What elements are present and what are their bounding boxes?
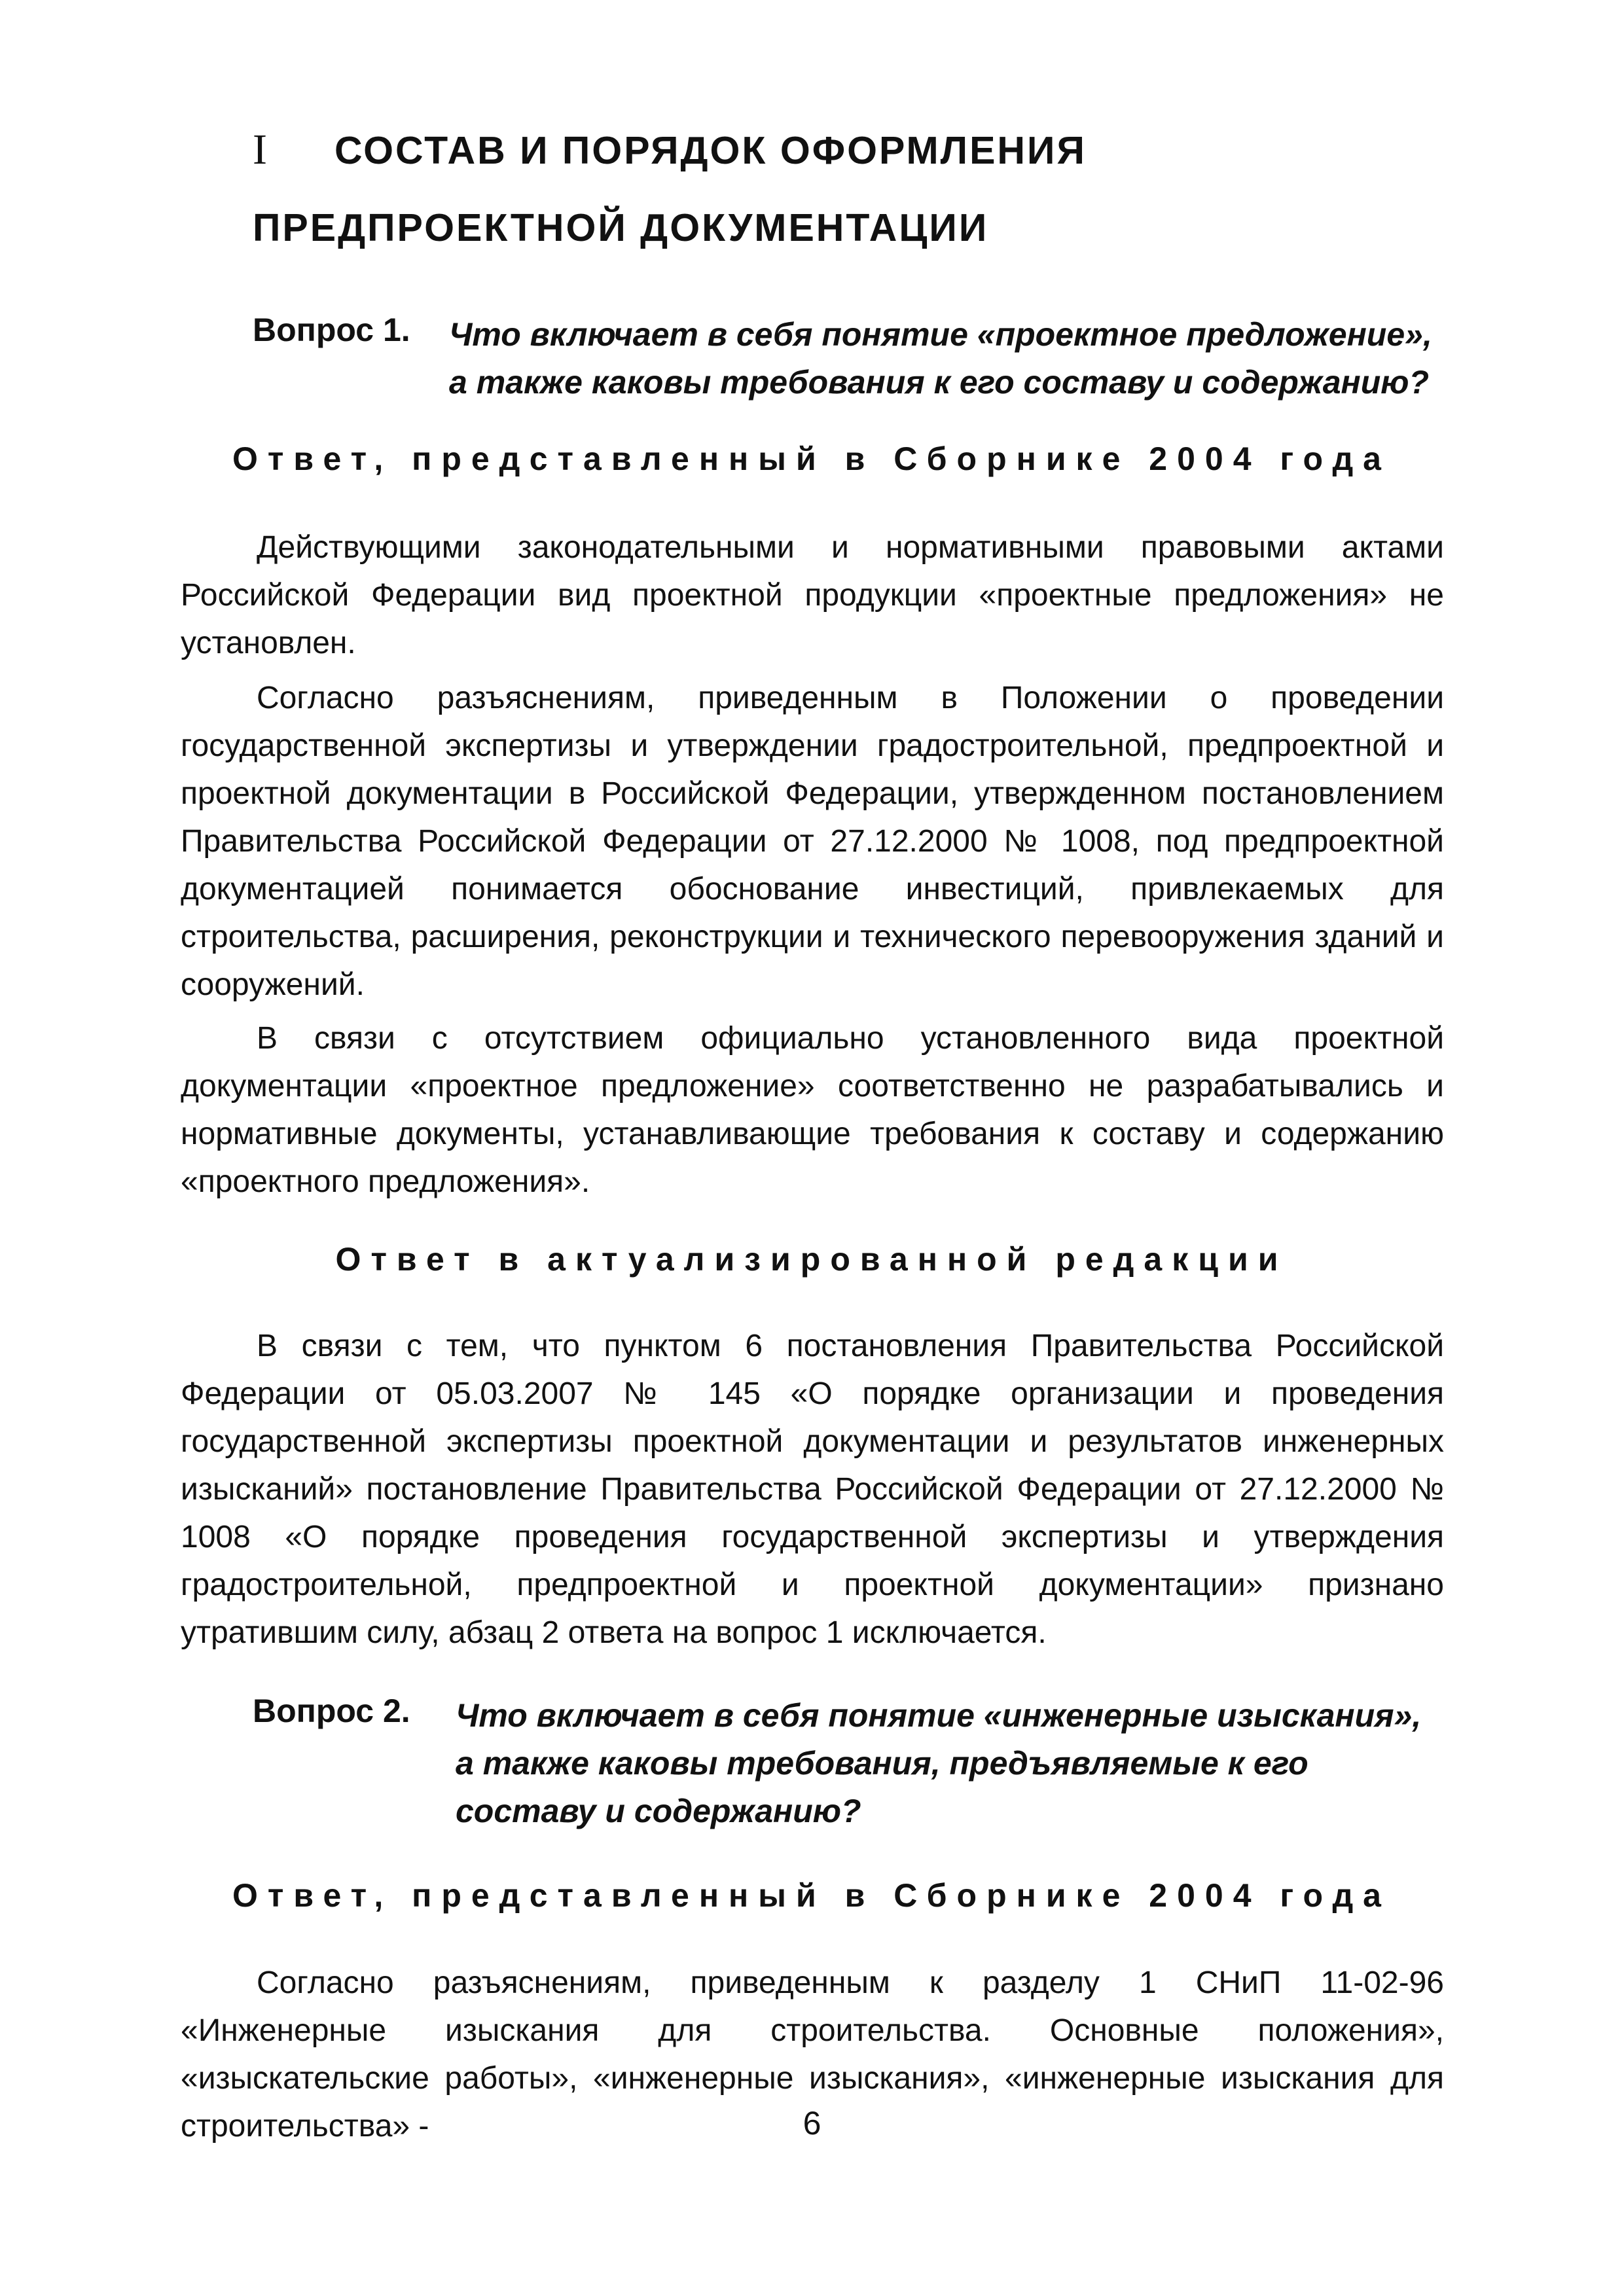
question-2-label: Вопрос 2.	[253, 1693, 410, 1729]
chapter-title: СОСТАВ И ПОРЯДОК ОФОРМЛЕНИЯ ПРЕДПРОЕКТНОЙ ДОКУМЕНТАЦИИ	[253, 129, 1087, 249]
answer-1-2004-heading: Ответ, представленный в Сборнике 2004 года	[232, 440, 1391, 477]
answer-1-updated-heading: Ответ в актуализированной редакции	[335, 1241, 1288, 1278]
chapter-number: I	[253, 126, 269, 173]
chapter-heading	[253, 111, 1444, 266]
question-1-label: Вопрос 1.	[253, 312, 410, 348]
answer-1-updated-paragraph-1: В связи с тем, что пунктом 6 постановления Правительства Российской Федерации от 05.03.2007 № 145 «О порядке организации и проведения государственной экспертизы проектной документации и результатов инженерных изысканий» постановление Правительства Российской Федерации от 27.12.2000 № 1008 «О порядке проведения государственной экспертизы и утверждения градостроительной, предпроектной и проектной документации» признано утратившим силу, абзац 2 ответа на вопрос 1 исключается.	[181, 1329, 1444, 1650]
answer-1-2004-paragraph-3: В связи с отсутствием официально установленного вида проектной документации «проектное предложение» соответственно не разрабатывались и нормативные документы, устанавливающие требования к составу и содержанию «проектного предложения».	[181, 1021, 1444, 1199]
page-number: 6	[803, 2105, 821, 2142]
question-1-text: Что включает в себя понятие «проектное предложение», а также каковы требования к его составу и содержанию?	[449, 316, 1432, 401]
answer-1-2004-paragraph-1: Действующими законодательными и нормативными правовыми актами Российской Федерации вид проектной продукции «проектные предложения» не установлен.	[181, 530, 1444, 660]
question-2-text: Что включает в себя понятие «инженерные изыскания», а также каковы требования, предъявляемые к его составу и содержанию?	[456, 1697, 1422, 1829]
answer-2-2004-paragraph-1: Согласно разъяснениям, приведенным к разделу 1 СНиП 11-02-96 «Инженерные изыскания для строительства. Основные положения», «изыскательские работы», «инженерные изыскания», «инженерные изыскания для строительства» -	[181, 1965, 1444, 2144]
answer-2-2004-heading: Ответ, представленный в Сборнике 2004 года	[232, 1877, 1391, 1914]
answer-1-2004-paragraph-2: Согласно разъяснениям, приведенным в Положении о проведении государственной экспертизы и утверждении градостроительной, предпроектной и проектной документации в Российской Федерации, утвержденном постановлением Правительства Российской Федерации от 27.12.2000 № 1008, под предпроектной документацией понимается обоснование инвестиций, привлекаемых для строительства, расширения, реконструкции и технического перевооружения зданий и сооружений.	[181, 681, 1444, 1002]
